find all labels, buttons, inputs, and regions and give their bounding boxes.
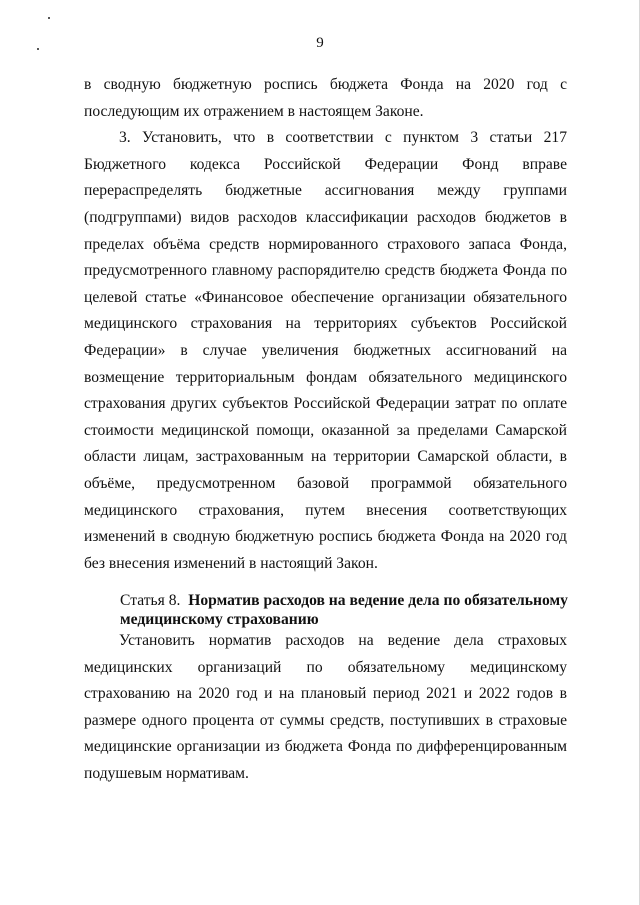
bottom-text-block <box>84 628 567 788</box>
article-heading <box>120 591 570 629</box>
paragraph-article-8: Установить норматив расходов на ведение дела страховых медицинских организаций по обязательному медицинскому страхованию на 2020 год и на плановый период 2021 и 2022 годов в размере одного процента от суммы средств, поступивших в страховые медицинские организации из бюджета Фонда по дифференцированным подушевым нормативам. <box>84 632 567 782</box>
article-label: Статья 8. <box>120 592 181 609</box>
paragraph-item-3: 3. Установить, что в соответствии с пунктом 3 статьи 217 Бюджетного кодекса Российской Федерации Фонд вправе перераспределять бюджетные ассигнования между группами (подгруппами) видов расходов классификации расходов бюджетов в пределах объёма средств нормированного страхового запаса Фонда, предусмотренного главному распорядителю средств бюджета Фонда по целевой статье «Финансовое обеспечение организации обязательного медицинского страхования на территориях субъектов Российской Федерации» в случае увеличения бюджетных ассигнований на возмещение территориальным фондам обязательного медицинского страхования других субъектов Российской Федерации затрат по оплате стоимости медицинской помощи, оказанной за пределами Самарской области лицам, застрахованным на территории Самарской области, в объёме, предусмотренном базовой программой обязательного медицинского страхования, путем внесения соответствующих изменений в сводную бюджетную роспись бюджета Фонда на 2020 год без внесения изменений в настоящий Закон. <box>84 129 567 572</box>
scan-speck <box>48 17 50 19</box>
article-title: Норматив расходов на ведение дела по обязательному медицинскому страхованию <box>120 592 568 628</box>
top-text-block <box>84 72 567 577</box>
paragraph-continuation: в сводную бюджетную роспись бюджета Фонда на 2020 год с последующим их отражением в настоящем Законе. <box>84 76 567 120</box>
page-number: 9 <box>316 35 324 51</box>
